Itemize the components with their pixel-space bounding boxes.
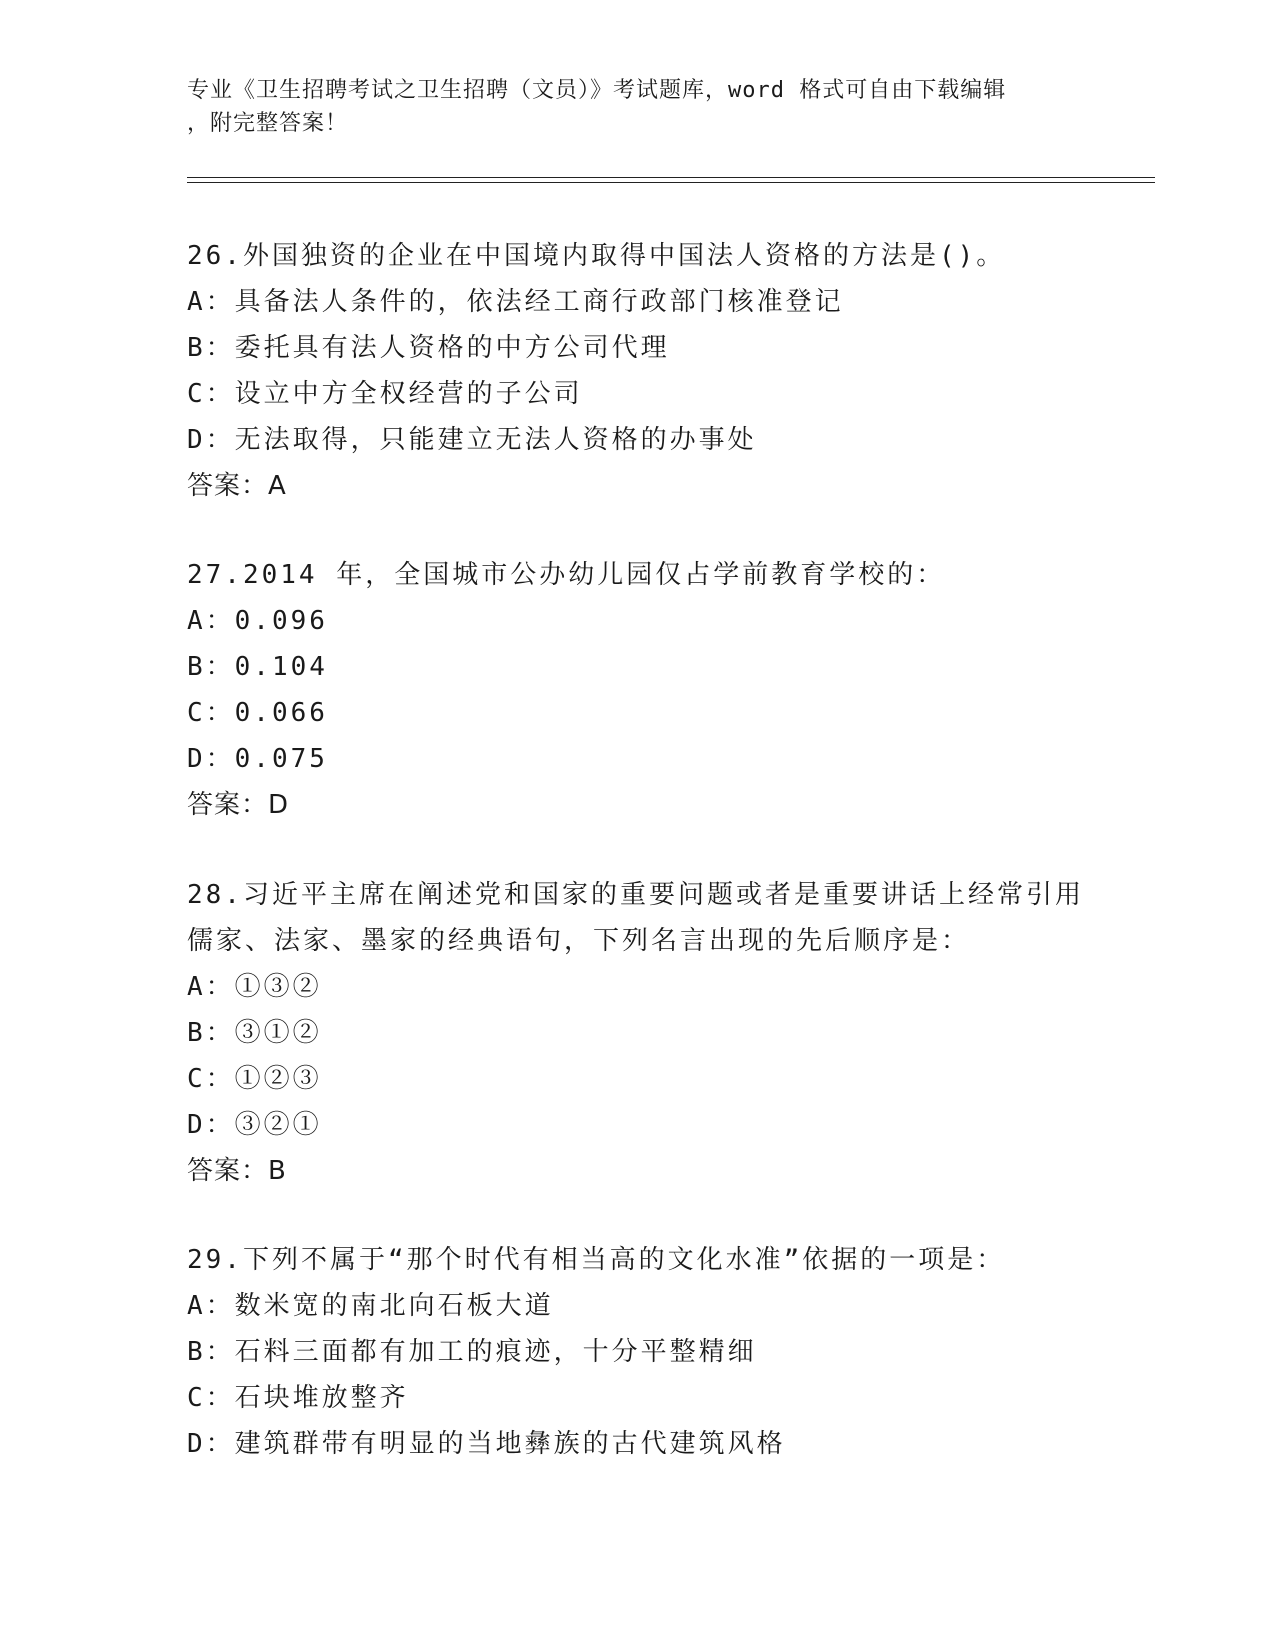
header-line-2: ，附完整答案！	[187, 111, 349, 136]
option-a: A：数米宽的南北向石板大道	[187, 1291, 554, 1321]
option-d: D：③②①	[187, 1110, 322, 1140]
question-28	[187, 872, 1167, 1194]
option-b: B：委托具有法人资格的中方公司代理	[187, 333, 670, 363]
option-c: C：①②③	[187, 1064, 322, 1094]
question-stem: 27.2014 年，全国城市公办幼儿园仅占学前教育学校的：	[187, 560, 946, 590]
option-a: A：具备法人条件的，依法经工商行政部门核准登记	[187, 287, 844, 317]
option-a: A：①③②	[187, 972, 322, 1002]
header-divider-top	[187, 177, 1155, 178]
option-b: B：③①②	[187, 1018, 322, 1048]
option-b: B：0.104	[187, 652, 328, 682]
option-a: A：0.096	[187, 606, 328, 636]
question-29	[187, 1237, 1167, 1467]
question-27	[187, 552, 1167, 828]
option-c: C：设立中方全权经营的子公司	[187, 379, 583, 409]
header-line-1: 专业《卫生招聘考试之卫生招聘（文员）》考试题库，word 格式可自由下载编辑	[187, 78, 1007, 103]
document-header	[187, 74, 1087, 140]
option-b: B：石料三面都有加工的痕迹，十分平整精细	[187, 1337, 757, 1367]
answer-line: 答案：A	[187, 471, 287, 501]
question-stem: 26.外国独资的企业在中国境内取得中国法人资格的方法是()。	[187, 241, 1006, 271]
question-stem-line-1: 28.习近平主席在阐述党和国家的重要问题或者是重要讲话上经常引用	[187, 880, 1084, 910]
option-d: D：无法取得，只能建立无法人资格的办事处	[187, 425, 757, 455]
option-d: D：0.075	[187, 744, 328, 774]
header-divider-bottom	[187, 182, 1155, 183]
question-stem: 29.下列不属于“那个时代有相当高的文化水准”依据的一项是：	[187, 1245, 1006, 1275]
question-26	[187, 233, 1167, 509]
option-c: C：0.066	[187, 698, 328, 728]
answer-line: 答案：D	[187, 790, 290, 820]
answer-line: 答案：B	[187, 1156, 287, 1186]
option-c: C：石块堆放整齐	[187, 1383, 409, 1413]
option-d: D：建筑群带有明显的当地彝族的古代建筑风格	[187, 1429, 786, 1459]
question-stem-line-2: 儒家、法家、墨家的经典语句，下列名言出现的先后顺序是：	[187, 926, 971, 956]
